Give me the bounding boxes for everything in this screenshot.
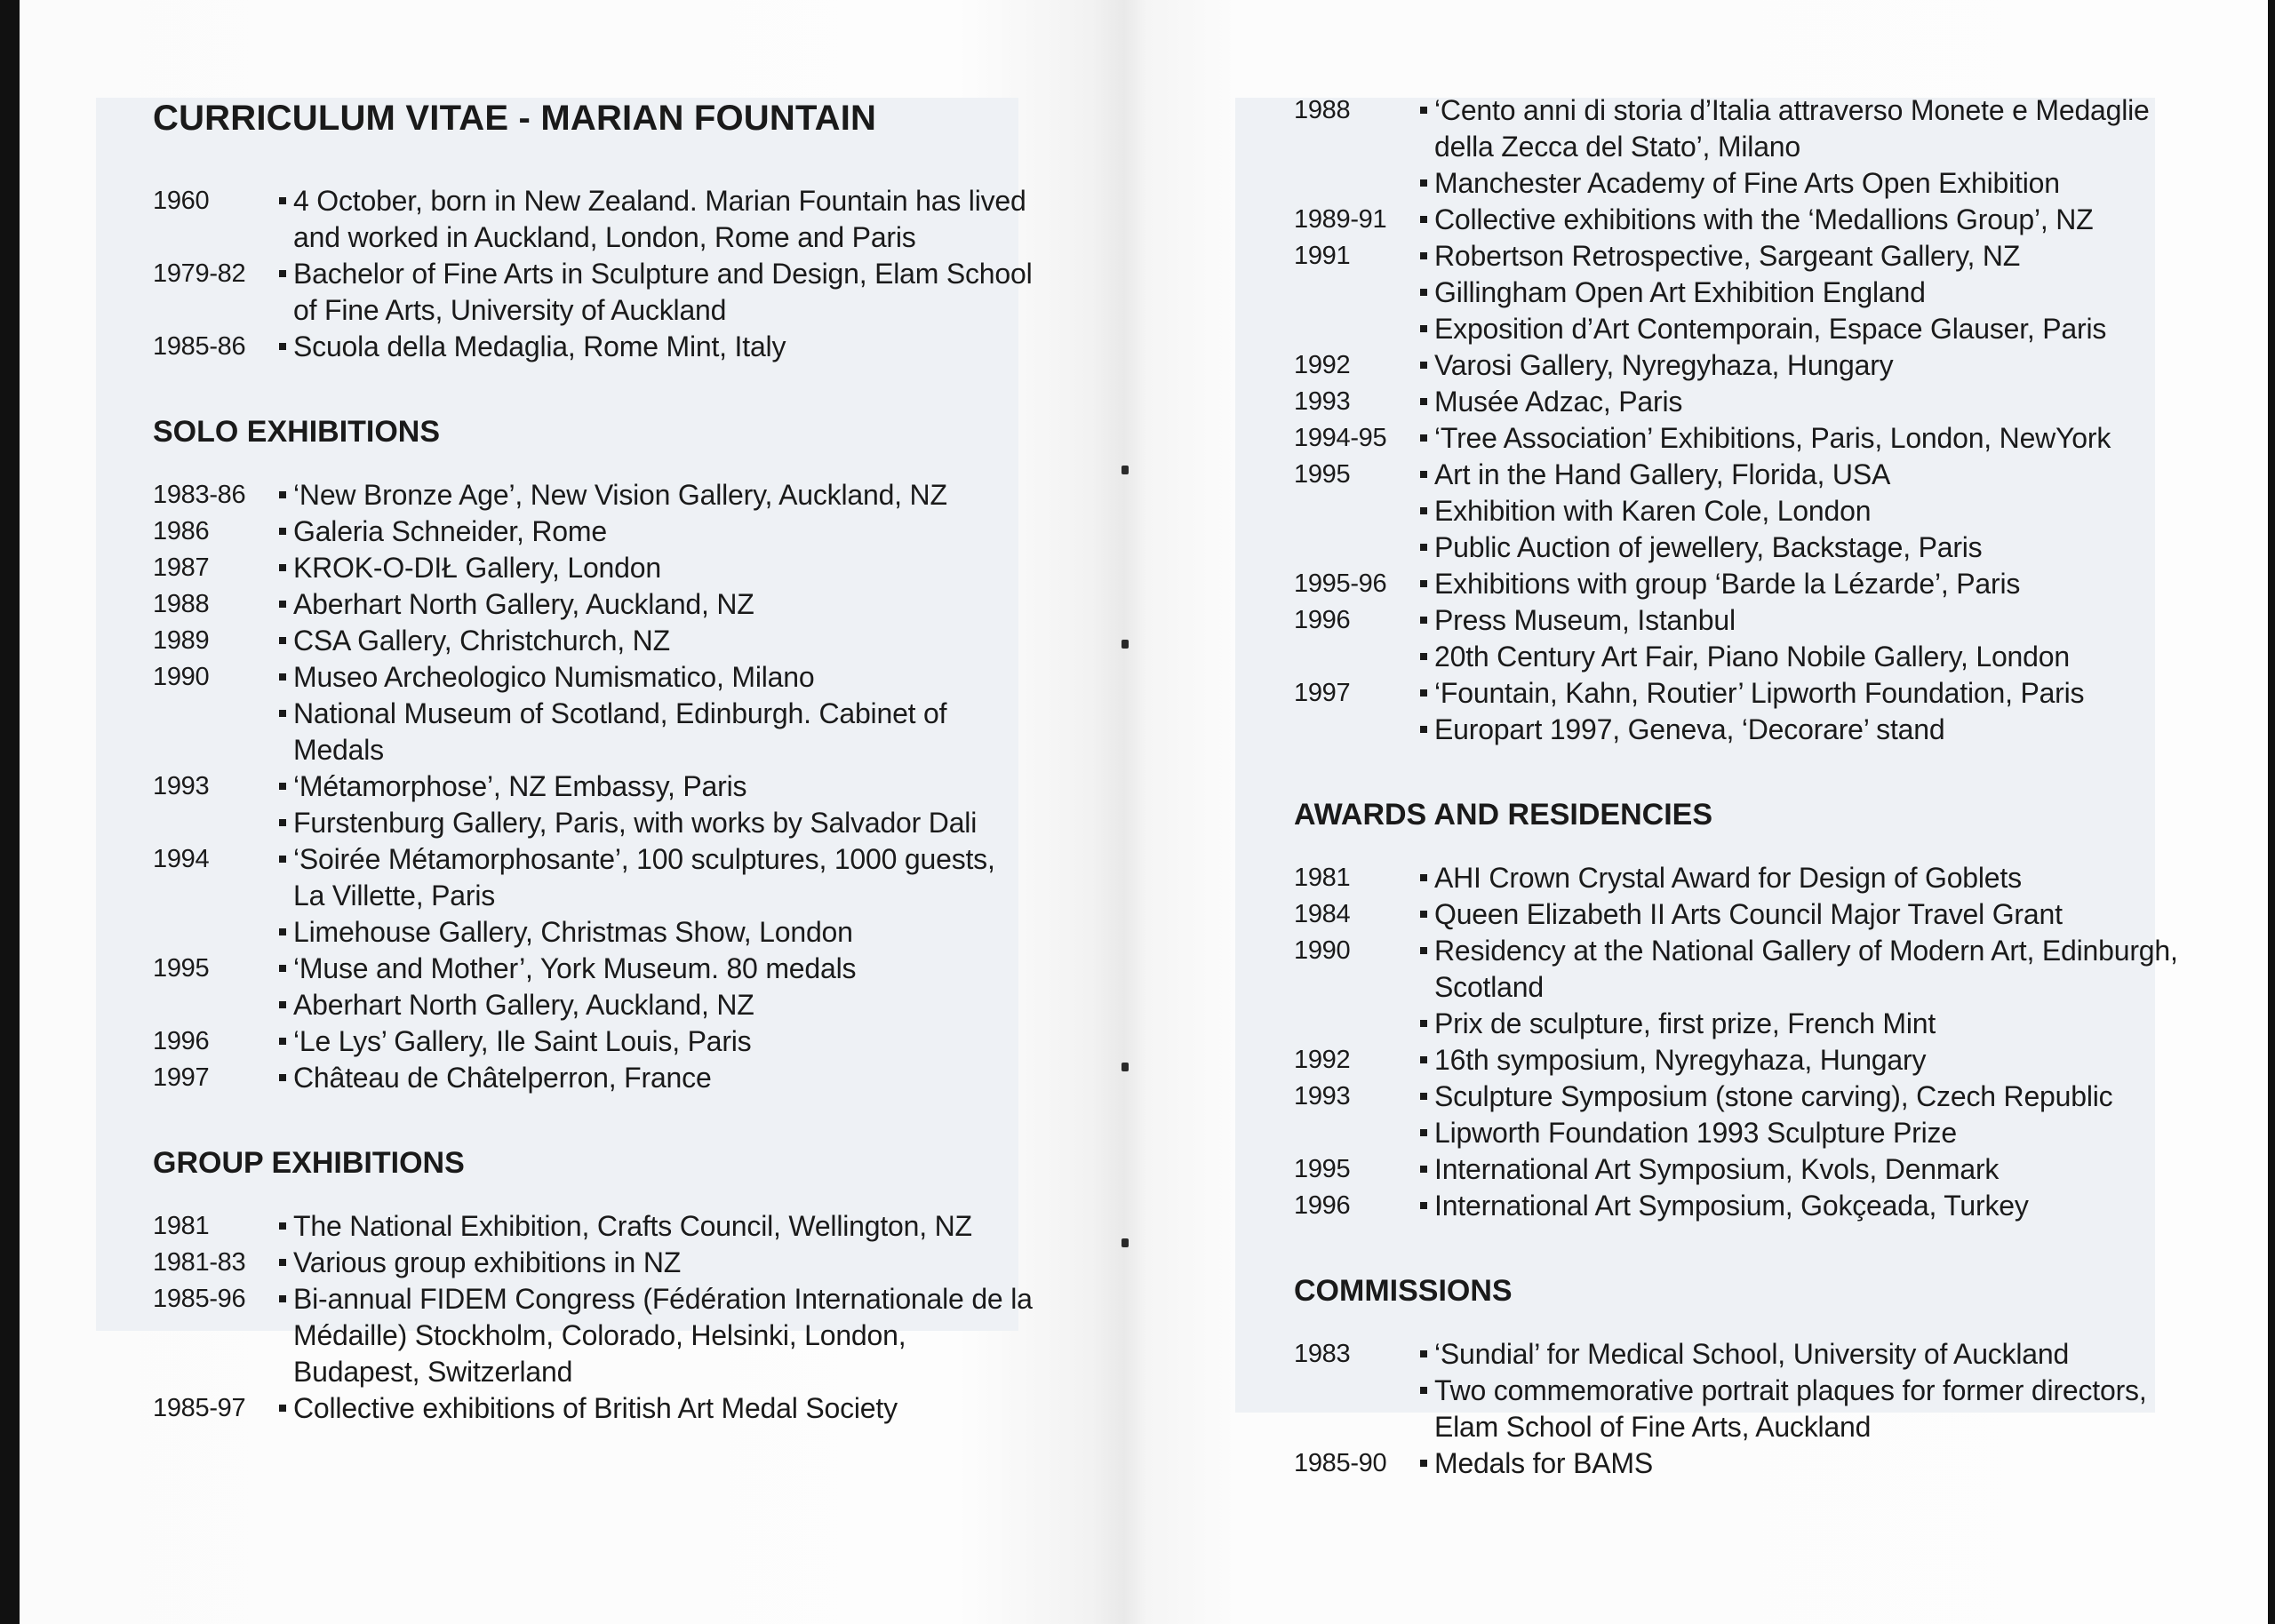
cv-entry [153, 256, 1033, 329]
bullet-icon [275, 659, 293, 696]
entry-year: 1979-82 [153, 259, 246, 288]
entry-text: Lipworth Foundation 1993 Sculpture Prize [1434, 1117, 1957, 1149]
bullet-icon [1417, 675, 1434, 712]
entry-text: 20th Century Art Fair, Piano Nobile Gallery, London [1434, 641, 2070, 673]
section-heading-solo-exhibitions: SOLO EXHIBITIONS [153, 415, 441, 449]
entry-text: Prix de sculpture, first prize, French Mint [1434, 1007, 1936, 1039]
commissions-list [1294, 1336, 2183, 1482]
entry-text: Residency at the National Gallery of Modern Art, Edinburgh, Scotland [1434, 935, 2178, 1003]
entry-text: AHI Crown Crystal Award for Design of Goblets [1434, 862, 2022, 894]
right-column [1294, 92, 2183, 1482]
bullet-icon [1417, 1042, 1434, 1079]
entry-year: 1997 [1294, 679, 1351, 707]
entry-year [153, 987, 275, 1023]
entry-text: Press Museum, Istanbul [1434, 604, 1736, 636]
entry-text: Public Auction of jewellery, Backstage, Paris [1434, 531, 1983, 563]
bullet-icon [275, 1023, 293, 1060]
cv-entry [153, 987, 1033, 1023]
entry-year: 1989 [153, 626, 210, 655]
entry-text: Galeria Schneider, Rome [293, 515, 607, 547]
entry-text: Two commemorative portrait plaques for former directors, Elam School of Fine Arts, Auckland [1434, 1374, 2147, 1443]
solo-exhibitions-list [153, 477, 1033, 1096]
entry-year: 1987 [153, 553, 210, 582]
cv-entry [1294, 566, 2183, 602]
entry-year: 1992 [1294, 1046, 1351, 1074]
entry-year: 1990 [153, 663, 210, 691]
entry-text: Art in the Hand Gallery, Florida, USA [1434, 458, 1891, 490]
entry-text: Exhibition with Karen Cole, London [1434, 495, 1872, 527]
entry-year: 1991 [1294, 242, 1351, 270]
cv-entry [153, 951, 1033, 987]
bullet-icon [1417, 1336, 1434, 1373]
bullet-icon [275, 1245, 293, 1281]
entry-year: 1992 [1294, 351, 1351, 379]
entry-year [153, 805, 275, 841]
cv-entry [153, 805, 1033, 841]
entry-year [1294, 275, 1417, 311]
cv-entry [1294, 384, 2183, 420]
section-heading-group-exhibitions: GROUP EXHIBITIONS [153, 1146, 465, 1180]
cv-entry [153, 183, 1033, 256]
bullet-icon [1417, 712, 1434, 748]
entry-year [1294, 1373, 1417, 1445]
cv-entry [1294, 1336, 2183, 1373]
cv-entry [1294, 1115, 2183, 1151]
education-list [153, 183, 1033, 365]
entry-text: Various group exhibitions in NZ [293, 1246, 682, 1278]
entry-text: Scuola della Medaglia, Rome Mint, Italy [293, 330, 786, 362]
entry-year: 1995-96 [1294, 569, 1387, 598]
entry-text: Aberhart North Gallery, Auckland, NZ [293, 989, 754, 1021]
cv-entry [153, 477, 1033, 513]
entry-text: National Museum of Scotland, Edinburgh. Cabinet of Medals [293, 697, 947, 766]
entry-year: 1986 [153, 517, 210, 545]
bullet-icon [275, 805, 293, 841]
entry-year: 1993 [153, 772, 210, 800]
entry-text: Musée Adzac, Paris [1434, 386, 1683, 418]
bullet-icon [275, 768, 293, 805]
bullet-icon [275, 586, 293, 623]
entry-year: 1997 [153, 1063, 210, 1092]
cv-entry [153, 1390, 1033, 1427]
bullet-icon [1417, 1079, 1434, 1115]
cv-entry [1294, 602, 2183, 639]
entry-text: ‘Le Lys’ Gallery, Ile Saint Louis, Paris [293, 1025, 752, 1057]
cv-entry [1294, 896, 2183, 933]
entry-year: 1994 [153, 845, 210, 873]
bullet-icon [1417, 1445, 1434, 1482]
entry-text: Manchester Academy of Fine Arts Open Exhibition [1434, 167, 2060, 199]
cv-entry [153, 329, 1033, 365]
entry-year: 1993 [1294, 1082, 1351, 1111]
entry-year: 1985-96 [153, 1285, 246, 1313]
bullet-icon [1417, 457, 1434, 493]
entry-year [1294, 1115, 1417, 1151]
bullet-icon [275, 1060, 293, 1096]
bullet-icon [1417, 92, 1434, 165]
bullet-icon [1417, 1188, 1434, 1224]
bullet-icon [275, 477, 293, 513]
entry-year: 1983-86 [153, 481, 246, 509]
cv-entry [153, 586, 1033, 623]
bullet-icon [1417, 493, 1434, 529]
entry-text: Limehouse Gallery, Christmas Show, London [293, 916, 853, 948]
entry-text: ‘Soirée Métamorphosante’, 100 sculptures, 1000 guests, La Villette, Paris [293, 843, 995, 912]
cv-entry [1294, 1151, 2183, 1188]
entry-text: ‘New Bronze Age’, New Vision Gallery, Auckland, NZ [293, 479, 947, 511]
entry-year: 1960 [153, 187, 210, 215]
entry-text: International Art Symposium, Kvols, Denmark [1434, 1153, 2000, 1185]
bullet-icon [1417, 1006, 1434, 1042]
entry-year [1294, 639, 1417, 675]
bullet-icon [1417, 165, 1434, 202]
binding-staple-mark [1122, 640, 1129, 649]
entry-year: 1983 [1294, 1340, 1351, 1368]
cv-entry [1294, 712, 2183, 748]
bullet-icon [1417, 933, 1434, 1006]
entry-year: 1988 [1294, 96, 1351, 124]
bullet-icon [1417, 896, 1434, 933]
cv-entry [1294, 1188, 2183, 1224]
entry-text: Queen Elizabeth II Arts Council Major Travel Grant [1434, 898, 2063, 930]
cv-entry [1294, 860, 2183, 896]
document-title: CURRICULUM VITAE - MARIAN FOUNTAIN [153, 99, 877, 138]
cv-entry [153, 550, 1033, 586]
entry-text: ‘Tree Association’ Exhibitions, Paris, London, NewYork [1434, 422, 2111, 454]
entry-text: Museo Archeologico Numismatico, Milano [293, 661, 815, 693]
cv-entry [153, 841, 1033, 914]
entry-text: Medals for BAMS [1434, 1447, 1653, 1479]
entry-text: Europart 1997, Geneva, ‘Decorare’ stand [1434, 713, 1945, 745]
bullet-icon [275, 1208, 293, 1245]
bullet-icon [275, 841, 293, 914]
entry-year: 1981-83 [153, 1248, 246, 1277]
cv-entry [1294, 420, 2183, 457]
bullet-icon [1417, 347, 1434, 384]
entry-text: International Art Symposium, Gokçeada, Turkey [1434, 1190, 2029, 1222]
entry-year: 1995 [1294, 460, 1351, 489]
group-exhibitions-continued-list [1294, 92, 2183, 748]
entry-text: Exhibitions with group ‘Barde la Lézarde’, Paris [1434, 568, 2021, 600]
entry-text: Varosi Gallery, Nyregyhaza, Hungary [1434, 349, 1894, 381]
cv-entry [1294, 1373, 2183, 1445]
bullet-icon [275, 256, 293, 329]
entry-year [1294, 165, 1417, 202]
entry-text: Furstenburg Gallery, Paris, with works by Salvador Dali [293, 807, 978, 839]
bullet-icon [275, 951, 293, 987]
entry-text: Exposition d’Art Contemporain, Espace Glauser, Paris [1434, 313, 2107, 345]
entry-year: 1990 [1294, 936, 1351, 965]
entry-text: Collective exhibitions of British Art Medal Society [293, 1392, 898, 1424]
entry-text: Gillingham Open Art Exhibition England [1434, 276, 1926, 308]
bullet-icon [275, 550, 293, 586]
entry-text: ‘Muse and Mother’, York Museum. 80 medals [293, 952, 857, 984]
binding-staple-mark [1122, 466, 1129, 474]
cv-entry [1294, 1042, 2183, 1079]
entry-year [1294, 529, 1417, 566]
entry-text: Aberhart North Gallery, Auckland, NZ [293, 588, 754, 620]
cv-entry [1294, 1006, 2183, 1042]
cv-entry [153, 914, 1033, 951]
bullet-icon [275, 696, 293, 768]
bullet-icon [275, 914, 293, 951]
bullet-icon [1417, 202, 1434, 238]
entry-text: ‘Cento anni di storia d’Italia attraverso Monete e Medaglie della Zecca del Stato’, Milano [1434, 94, 2150, 163]
bullet-icon [1417, 1115, 1434, 1151]
cv-entry [1294, 275, 2183, 311]
cv-entry [1294, 457, 2183, 493]
bullet-icon [1417, 311, 1434, 347]
entry-text: Collective exhibitions with the ‘Medallions Group’, NZ [1434, 203, 2094, 235]
cv-entry [1294, 529, 2183, 566]
awards-list [1294, 860, 2183, 1224]
bullet-icon [1417, 529, 1434, 566]
cv-entry [153, 623, 1033, 659]
bullet-icon [1417, 238, 1434, 275]
bullet-icon [275, 329, 293, 365]
left-column [153, 92, 1033, 1427]
group-exhibitions-list [153, 1208, 1033, 1427]
bullet-icon [1417, 1151, 1434, 1188]
entry-text: ‘Fountain, Kahn, Routier’ Lipworth Foundation, Paris [1434, 677, 2085, 709]
entry-year: 1994-95 [1294, 424, 1387, 452]
cv-entry [1294, 347, 2183, 384]
entry-year [1294, 712, 1417, 748]
bullet-icon [275, 183, 293, 256]
section-heading-awards-and-residencies: AWARDS AND RESIDENCIES [1294, 798, 1713, 832]
bullet-icon [275, 513, 293, 550]
bullet-icon [1417, 639, 1434, 675]
cv-entry [153, 696, 1033, 768]
bullet-icon [1417, 420, 1434, 457]
scan-border-right [2268, 0, 2275, 1624]
cv-entry [1294, 1445, 2183, 1482]
entry-year: 1995 [153, 954, 210, 983]
cv-entry [153, 1281, 1033, 1390]
section-heading-commissions: COMMISSIONS [1294, 1274, 1513, 1308]
bullet-icon [275, 623, 293, 659]
entry-year: 1985-90 [1294, 1449, 1387, 1477]
cv-entry [153, 513, 1033, 550]
entry-text: ‘Métamorphose’, NZ Embassy, Paris [293, 770, 747, 802]
entry-year: 1995 [1294, 1155, 1351, 1183]
entry-year: 1996 [153, 1027, 210, 1055]
cv-entry [1294, 675, 2183, 712]
cv-entry [153, 1245, 1033, 1281]
entry-text: Bachelor of Fine Arts in Sculpture and Design, Elam School of Fine Arts, University of Auckland [293, 258, 1033, 326]
entry-text: Château de Châtelperron, France [293, 1062, 712, 1094]
entry-year: 1996 [1294, 606, 1351, 634]
cv-entry [153, 1023, 1033, 1060]
entry-text: The National Exhibition, Crafts Council, Wellington, NZ [293, 1210, 972, 1242]
entry-year [153, 914, 275, 951]
entry-year: 1993 [1294, 387, 1351, 416]
binding-staple-mark [1122, 1238, 1129, 1247]
cv-entry [1294, 493, 2183, 529]
entry-year: 1988 [153, 590, 210, 618]
entry-year: 1984 [1294, 900, 1351, 928]
bullet-icon [275, 987, 293, 1023]
entry-text: KROK-O-DIŁ Gallery, London [293, 552, 661, 584]
scan-border-left [0, 0, 20, 1624]
entry-year [1294, 1006, 1417, 1042]
cv-entry [1294, 639, 2183, 675]
entry-year: 1981 [153, 1212, 210, 1240]
entry-text: ‘Sundial’ for Medical School, University of Auckland [1434, 1338, 2070, 1370]
entry-year: 1985-86 [153, 332, 246, 361]
bullet-icon [1417, 566, 1434, 602]
entry-year [1294, 493, 1417, 529]
entry-text: Robertson Retrospective, Sargeant Gallery, NZ [1434, 240, 2021, 272]
entry-text: Sculpture Symposium (stone carving), Czech Republic [1434, 1080, 2113, 1112]
cv-entry [153, 768, 1033, 805]
bullet-icon [275, 1281, 293, 1390]
entry-text: Bi-annual FIDEM Congress (Fédération Internationale de la Médaille) Stockholm, Colorado, Helsinki, London, Budapest, Switzerland [293, 1283, 1033, 1388]
cv-entry [1294, 933, 2183, 1006]
bullet-icon [275, 1390, 293, 1427]
cv-entry [1294, 238, 2183, 275]
entry-year: 1989-91 [1294, 205, 1387, 234]
entry-year: 1985-97 [153, 1394, 246, 1422]
entry-year: 1981 [1294, 864, 1351, 892]
cv-entry [1294, 311, 2183, 347]
cv-entry [1294, 92, 2183, 165]
bullet-icon [1417, 275, 1434, 311]
cv-entry [1294, 1079, 2183, 1115]
cv-entry [153, 659, 1033, 696]
binding-staple-mark [1122, 1063, 1129, 1071]
entry-text: 4 October, born in New Zealand. Marian Fountain has lived and worked in Auckland, London, Rome and Paris [293, 185, 1026, 253]
entry-text: CSA Gallery, Christchurch, NZ [293, 625, 670, 657]
cv-entry [1294, 165, 2183, 202]
bullet-icon [1417, 384, 1434, 420]
bullet-icon [1417, 602, 1434, 639]
bullet-icon [1417, 1373, 1434, 1445]
cv-entry [153, 1060, 1033, 1096]
entry-year: 1996 [1294, 1191, 1351, 1220]
entry-text: 16th symposium, Nyregyhaza, Hungary [1434, 1044, 1927, 1076]
bullet-icon [1417, 860, 1434, 896]
entry-year [153, 696, 275, 768]
cv-entry [1294, 202, 2183, 238]
entry-year [1294, 311, 1417, 347]
cv-entry [153, 1208, 1033, 1245]
